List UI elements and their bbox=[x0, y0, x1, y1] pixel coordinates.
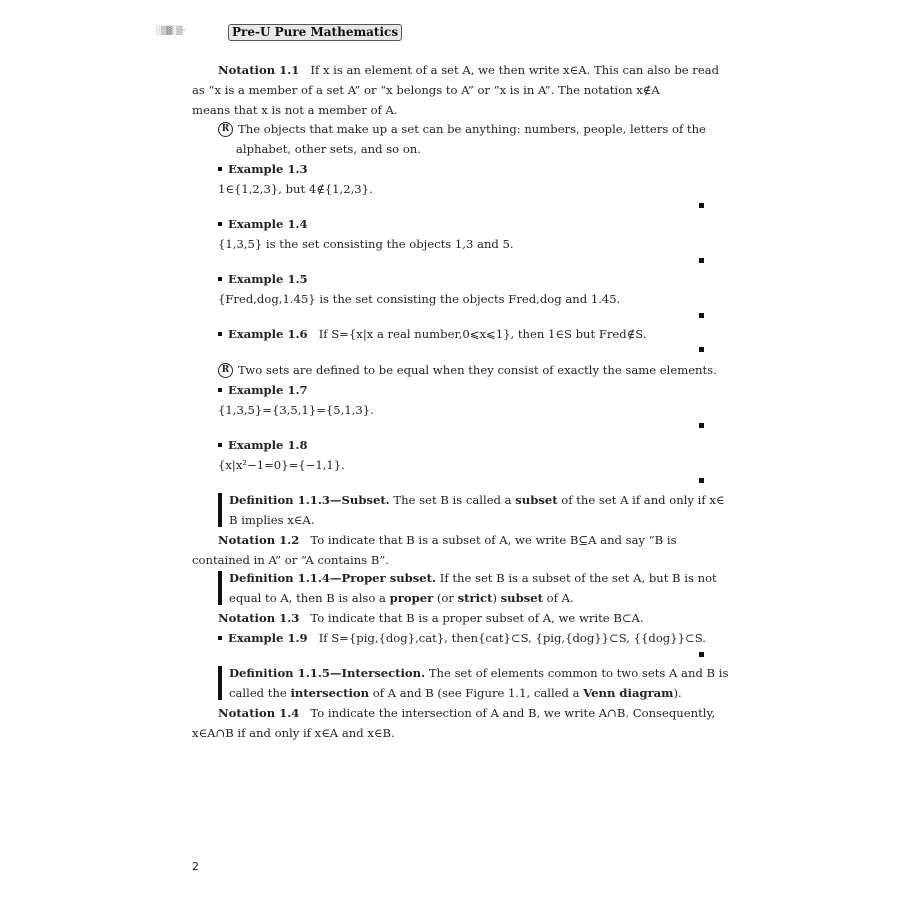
definition-1-1-5-line2: called the intersection of A and B (see Figure 1.1, called a Venn diagram). bbox=[229, 686, 682, 700]
example-1-7-body: {1,3,5}={3,5,1}={5,1,3}. bbox=[218, 403, 374, 417]
definition-bar bbox=[218, 666, 222, 700]
example-1-5-body: {Fred,dog,1.45} is the set consisting the objects Fred,dog and 1.45. bbox=[218, 292, 621, 306]
end-of-example-marker bbox=[699, 652, 704, 657]
bullet-icon bbox=[218, 443, 222, 447]
example-1-3-heading: Example 1.3 bbox=[218, 161, 308, 177]
notation-1-1-line3: means that x is not a member of A. bbox=[192, 103, 398, 117]
bullet-icon bbox=[218, 167, 222, 171]
example-1-7-heading: Example 1.7 bbox=[218, 382, 308, 398]
notation-1-4-line1: Notation 1.4 To indicate the intersection of A and B, we write A∩B. Consequently, bbox=[218, 706, 716, 720]
example-1-6: Example 1.6 If S={x|x a real number,0⩽x⩽1}, then 1∈S but Fred∉S. bbox=[218, 326, 647, 342]
example-1-3-body: 1∈{1,2,3}, but 4∉{1,2,3}. bbox=[218, 182, 373, 196]
header-decoration: ░▒▓░▒·· bbox=[156, 26, 185, 35]
definition-bar bbox=[218, 493, 222, 527]
bullet-icon bbox=[218, 388, 222, 392]
end-of-example-marker bbox=[699, 478, 704, 483]
notation-label: Notation 1.1 bbox=[218, 63, 300, 77]
remark-icon: R bbox=[218, 363, 233, 378]
notation-1-3: Notation 1.3 To indicate that B is a proper subset of A, we write B⊂A. bbox=[218, 611, 644, 625]
page-number: 2 bbox=[192, 860, 199, 873]
definition-1-1-3-line1: Definition 1.1.3—Subset. The set B is called a subset of the set A if and only if x∈ bbox=[229, 493, 725, 507]
book-title-logo: Pre-U Pure Mathematics bbox=[228, 24, 402, 41]
remark-1-line1: R The objects that make up a set can be anything: numbers, people, letters of the bbox=[218, 121, 706, 138]
notation-1-2-line1: Notation 1.2 To indicate that B is a subset of A, we write B⊆A and say “B is bbox=[218, 533, 677, 547]
end-of-example-marker bbox=[699, 313, 704, 318]
bullet-icon bbox=[218, 222, 222, 226]
end-of-example-marker bbox=[699, 423, 704, 428]
end-of-example-marker bbox=[699, 347, 704, 352]
definition-bar bbox=[218, 571, 222, 605]
bullet-icon bbox=[218, 332, 222, 336]
remark-1-line2: alphabet, other sets, and so on. bbox=[236, 142, 421, 156]
definition-1-1-3-line2: B implies x∈A. bbox=[229, 513, 315, 527]
notation-1-1-line2: as “x is a member of a set A” or “x belongs to A” or “x is in A”. The notation x∉A bbox=[192, 83, 660, 97]
remark-2: R Two sets are defined to be equal when they consist of exactly the same elements. bbox=[218, 362, 717, 379]
example-1-8-heading: Example 1.8 bbox=[218, 437, 308, 453]
example-1-4-heading: Example 1.4 bbox=[218, 216, 308, 232]
notation-1-2-line2: contained in A” or “A contains B”. bbox=[192, 553, 389, 567]
example-1-4-body: {1,3,5} is the set consisting the objects 1,3 and 5. bbox=[218, 237, 514, 251]
bullet-icon bbox=[218, 277, 222, 281]
notation-1-4-line2: x∈A∩B if and only if x∈A and x∈B. bbox=[192, 726, 395, 740]
definition-1-1-5-line1: Definition 1.1.5—Intersection. The set of elements common to two sets A and B is bbox=[229, 666, 729, 680]
example-1-5-heading: Example 1.5 bbox=[218, 271, 308, 287]
end-of-example-marker bbox=[699, 203, 704, 208]
definition-1-1-4-line2: equal to A, then B is also a proper (or strict) subset of A. bbox=[229, 591, 574, 605]
example-1-9: Example 1.9 If S={pig,{dog},cat}, then{cat}⊂S, {pig,{dog}}⊂S, {{dog}}⊂S. bbox=[218, 630, 706, 646]
remark-icon: R bbox=[218, 122, 233, 137]
definition-1-1-4-line1: Definition 1.1.4—Proper subset. If the set B is a subset of the set A, but B is not bbox=[229, 571, 717, 585]
notation-1-1-line1: Notation 1.1 If x is an element of a set A, we then write x∈A. This can also be read bbox=[218, 63, 720, 77]
end-of-example-marker bbox=[699, 258, 704, 263]
bullet-icon bbox=[218, 636, 222, 640]
example-1-8-body: {x|x²−1=0}={−1,1}. bbox=[218, 458, 345, 472]
